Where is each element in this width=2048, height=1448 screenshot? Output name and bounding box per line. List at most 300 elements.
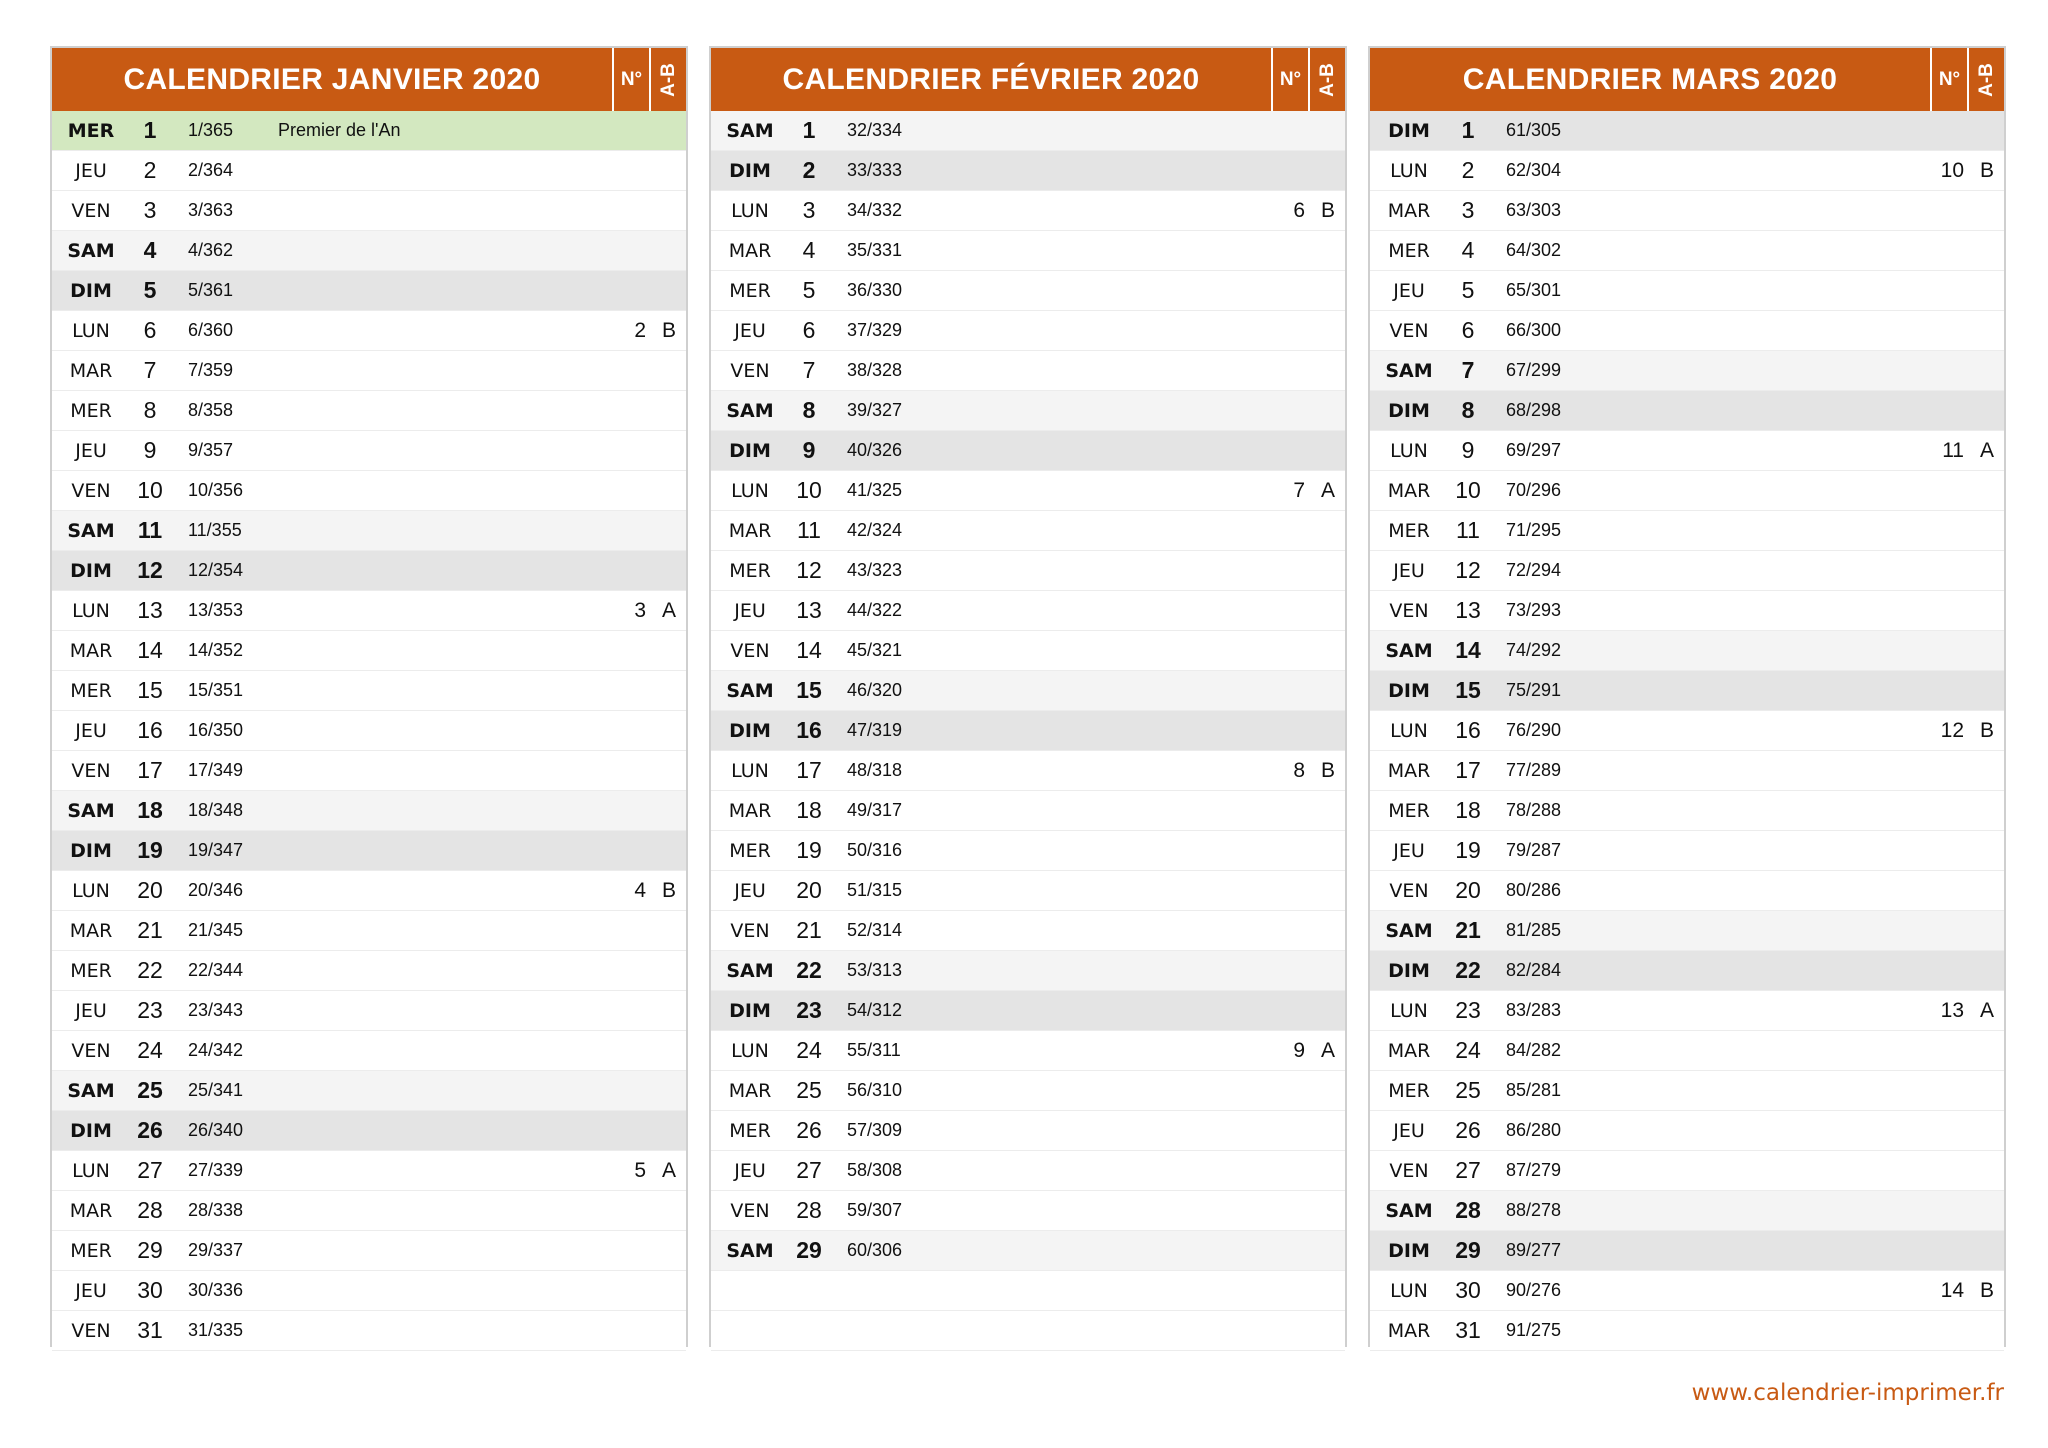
day-of-week: LUN xyxy=(1390,999,1428,1022)
day-of-week: LUN xyxy=(731,759,769,782)
week-number: 3 xyxy=(634,598,646,622)
day-row xyxy=(1370,751,2004,791)
day-row xyxy=(52,591,686,631)
day-number: 7 xyxy=(802,357,816,383)
day-of-year: 28/338 xyxy=(188,1200,244,1220)
day-of-week: VEN xyxy=(730,1199,770,1222)
day-of-year: 77/289 xyxy=(1506,760,1562,780)
day-number: 18 xyxy=(1455,797,1481,823)
day-row xyxy=(711,231,1345,271)
day-number: 20 xyxy=(137,877,163,903)
day-number: 2 xyxy=(1461,157,1475,183)
day-row xyxy=(52,1271,686,1311)
week-number: 8 xyxy=(1293,758,1305,782)
day-row xyxy=(52,791,686,831)
day-number: 3 xyxy=(1461,197,1475,223)
day-row xyxy=(1370,591,2004,631)
day-of-week: SAM xyxy=(1385,639,1433,662)
day-row xyxy=(52,1231,686,1271)
day-number: 30 xyxy=(137,1277,163,1303)
day-of-year: 12/354 xyxy=(188,560,244,580)
day-row xyxy=(711,1151,1345,1191)
day-row xyxy=(711,1231,1345,1271)
day-of-week: DIM xyxy=(729,719,771,742)
week-ab: B xyxy=(1979,1278,1994,1302)
day-number: 19 xyxy=(1455,837,1481,863)
day-of-week: MER xyxy=(729,279,771,302)
day-number: 8 xyxy=(1461,397,1475,423)
day-of-year: 57/309 xyxy=(847,1120,903,1140)
day-of-week: MAR xyxy=(728,519,772,542)
day-number: 22 xyxy=(137,957,163,983)
day-row xyxy=(52,751,686,791)
week-ab-header-label: A-B xyxy=(1975,62,1997,97)
day-of-week: DIM xyxy=(729,439,771,462)
day-row xyxy=(1370,551,2004,591)
day-row xyxy=(1370,271,2004,311)
day-number: 25 xyxy=(1455,1077,1481,1103)
day-number: 2 xyxy=(802,157,816,183)
day-of-week: MER xyxy=(1388,519,1430,542)
day-of-week: LUN xyxy=(731,479,769,502)
day-row xyxy=(52,911,686,951)
day-number: 29 xyxy=(137,1237,163,1263)
day-of-week: DIM xyxy=(70,279,112,302)
week-ab-header xyxy=(649,48,686,111)
day-of-week: MER xyxy=(70,679,112,702)
day-of-year: 9/357 xyxy=(188,440,234,460)
day-row xyxy=(1370,511,2004,551)
day-of-week: DIM xyxy=(1388,1239,1430,1262)
day-of-year: 71/295 xyxy=(1506,520,1562,540)
day-of-week: JEU xyxy=(1393,279,1425,302)
day-row xyxy=(1370,111,2004,151)
day-number: 15 xyxy=(796,677,822,703)
day-of-week: MAR xyxy=(728,1079,772,1102)
day-of-year: 24/342 xyxy=(188,1040,244,1060)
day-row xyxy=(1370,311,2004,351)
day-number: 22 xyxy=(1455,957,1481,983)
day-of-week: SAM xyxy=(726,679,774,702)
day-of-week: JEU xyxy=(1393,559,1425,582)
week-ab: B xyxy=(1320,758,1335,782)
day-number: 31 xyxy=(137,1317,163,1343)
day-of-year: 85/281 xyxy=(1506,1080,1562,1100)
day-number: 23 xyxy=(1455,997,1481,1023)
day-of-year: 39/327 xyxy=(847,400,903,420)
day-of-year: 51/315 xyxy=(847,880,903,900)
day-row xyxy=(52,1111,686,1151)
week-number-header: N° xyxy=(1930,48,1967,111)
day-row xyxy=(52,711,686,751)
day-of-week: MER xyxy=(1388,1079,1430,1102)
day-of-year: 76/290 xyxy=(1506,720,1562,740)
day-of-year: 66/300 xyxy=(1506,320,1562,340)
day-number: 19 xyxy=(796,837,822,863)
day-row xyxy=(52,1071,686,1111)
day-row xyxy=(1370,1111,2004,1151)
day-number: 12 xyxy=(796,557,822,583)
day-of-year: 4/362 xyxy=(188,240,234,260)
day-number: 20 xyxy=(1455,877,1481,903)
week-ab: A xyxy=(1979,438,1994,462)
day-number: 8 xyxy=(802,397,816,423)
day-row xyxy=(711,791,1345,831)
day-rows xyxy=(52,111,686,1351)
day-of-week: JEU xyxy=(734,879,766,902)
day-number: 23 xyxy=(137,997,163,1023)
day-of-year: 37/329 xyxy=(847,320,903,340)
day-of-year: 23/343 xyxy=(188,1000,244,1020)
day-number: 15 xyxy=(137,677,163,703)
day-of-year: 10/356 xyxy=(188,480,244,500)
day-row xyxy=(711,511,1345,551)
day-of-year: 70/296 xyxy=(1506,480,1562,500)
day-of-week: DIM xyxy=(70,839,112,862)
day-number: 17 xyxy=(1455,757,1481,783)
day-of-week: MER xyxy=(729,559,771,582)
day-of-year: 33/333 xyxy=(847,160,903,180)
day-of-week: SAM xyxy=(67,1079,115,1102)
week-ab: A xyxy=(661,598,676,622)
day-of-week: MER xyxy=(729,839,771,862)
day-row xyxy=(1370,1151,2004,1191)
day-number: 19 xyxy=(137,837,163,863)
day-number: 11 xyxy=(137,517,163,543)
day-of-year: 69/297 xyxy=(1506,440,1562,460)
day-of-week: MAR xyxy=(728,239,772,262)
day-of-week: DIM xyxy=(70,559,112,582)
day-of-week: LUN xyxy=(1390,1279,1428,1302)
day-row xyxy=(52,351,686,391)
day-of-year: 42/324 xyxy=(847,520,903,540)
day-of-week: LUN xyxy=(731,1039,769,1062)
day-of-year: 91/275 xyxy=(1506,1320,1562,1340)
day-number: 28 xyxy=(796,1197,822,1223)
day-row xyxy=(1370,151,2004,191)
day-of-year: 20/346 xyxy=(188,880,244,900)
day-number: 9 xyxy=(143,437,157,463)
day-row xyxy=(52,1031,686,1071)
day-row xyxy=(1370,951,2004,991)
day-of-week: VEN xyxy=(1389,599,1429,622)
day-of-year: 26/340 xyxy=(188,1120,244,1140)
week-ab: A xyxy=(661,1158,676,1182)
day-of-year: 5/361 xyxy=(188,280,234,300)
day-row xyxy=(52,671,686,711)
week-number: 5 xyxy=(634,1158,646,1182)
day-row xyxy=(711,1071,1345,1111)
day-of-year: 61/305 xyxy=(1506,120,1562,140)
week-number: 2 xyxy=(634,318,646,342)
week-ab: A xyxy=(1320,1038,1335,1062)
day-of-year: 75/291 xyxy=(1506,680,1562,700)
day-number: 24 xyxy=(137,1037,163,1063)
day-number: 2 xyxy=(143,157,157,183)
day-number: 13 xyxy=(137,597,163,623)
day-number: 27 xyxy=(796,1157,822,1183)
day-of-week: JEU xyxy=(75,159,107,182)
day-row xyxy=(1370,911,2004,951)
day-of-year: 16/350 xyxy=(188,720,244,740)
month-panel-february xyxy=(709,46,1347,1347)
day-number: 4 xyxy=(1461,237,1475,263)
day-number: 16 xyxy=(1455,717,1481,743)
day-of-year: 7/359 xyxy=(188,360,234,380)
day-row xyxy=(711,191,1345,231)
footer-website-link[interactable]: www.calendrier-imprimer.fr xyxy=(1691,1380,2004,1406)
day-of-week: SAM xyxy=(726,399,774,422)
week-ab-header-label: A-B xyxy=(657,62,679,97)
day-number: 6 xyxy=(802,317,816,343)
day-number: 29 xyxy=(796,1237,822,1263)
month-title: CALENDRIER MARS 2020 xyxy=(1462,62,1838,96)
day-of-year: 47/319 xyxy=(847,720,903,740)
day-of-year: 73/293 xyxy=(1506,600,1562,620)
day-row xyxy=(52,871,686,911)
day-of-week: VEN xyxy=(71,759,111,782)
day-of-week: MAR xyxy=(1387,759,1431,782)
day-number: 13 xyxy=(796,597,822,623)
day-of-week: MAR xyxy=(69,639,113,662)
day-row xyxy=(711,391,1345,431)
day-number: 1 xyxy=(143,117,157,143)
day-of-week: VEN xyxy=(730,919,770,942)
day-of-year: 21/345 xyxy=(188,920,244,940)
month-header xyxy=(1370,48,2004,111)
day-of-week: DIM xyxy=(729,159,771,182)
day-of-week: JEU xyxy=(75,999,107,1022)
day-of-year: 68/298 xyxy=(1506,400,1562,420)
day-row xyxy=(711,111,1345,151)
day-of-week: MAR xyxy=(1387,1039,1431,1062)
day-row xyxy=(711,1031,1345,1071)
day-of-week: JEU xyxy=(75,719,107,742)
day-of-year: 17/349 xyxy=(188,760,244,780)
day-number: 4 xyxy=(143,237,157,263)
day-of-year: 80/286 xyxy=(1506,880,1562,900)
day-number: 25 xyxy=(796,1077,822,1103)
day-number: 12 xyxy=(1455,557,1481,583)
day-number: 24 xyxy=(796,1037,822,1063)
day-number: 30 xyxy=(1455,1277,1481,1303)
day-number: 27 xyxy=(1455,1157,1481,1183)
day-row xyxy=(52,951,686,991)
day-of-week: MAR xyxy=(1387,1319,1431,1342)
day-row xyxy=(711,351,1345,391)
day-of-week: MER xyxy=(1388,799,1430,822)
day-number: 29 xyxy=(1455,1237,1481,1263)
day-number: 4 xyxy=(802,237,816,263)
day-row xyxy=(711,991,1345,1031)
month-panel-march xyxy=(1368,46,2006,1347)
day-number: 5 xyxy=(143,277,157,303)
day-number: 1 xyxy=(1461,117,1475,143)
day-row xyxy=(1370,431,2004,471)
day-row xyxy=(1370,191,2004,231)
day-of-week: SAM xyxy=(1385,919,1433,942)
day-number: 31 xyxy=(1455,1317,1481,1343)
day-of-year: 62/304 xyxy=(1506,160,1562,180)
week-number: 14 xyxy=(1940,1278,1964,1302)
day-of-week: MER xyxy=(67,119,115,142)
day-row xyxy=(52,1311,686,1351)
day-number: 9 xyxy=(1461,437,1475,463)
week-ab: B xyxy=(1320,198,1335,222)
day-of-year: 59/307 xyxy=(847,1200,903,1220)
day-of-week: SAM xyxy=(67,799,115,822)
day-row xyxy=(711,631,1345,671)
day-of-week: JEU xyxy=(1393,839,1425,862)
day-number: 17 xyxy=(796,757,822,783)
week-ab: B xyxy=(661,318,676,342)
day-row xyxy=(1370,791,2004,831)
day-of-week: MAR xyxy=(69,919,113,942)
day-of-week: VEN xyxy=(730,359,770,382)
week-number: 10 xyxy=(1940,158,1964,182)
day-number: 22 xyxy=(796,957,822,983)
day-of-year: 1/365 xyxy=(188,120,234,140)
day-of-year: 31/335 xyxy=(188,1320,244,1340)
week-number: 6 xyxy=(1293,198,1305,222)
week-number: 7 xyxy=(1293,478,1305,502)
day-number: 7 xyxy=(1461,357,1475,383)
day-number: 12 xyxy=(137,557,163,583)
day-of-year: 58/308 xyxy=(847,1160,903,1180)
day-of-week: JEU xyxy=(734,1159,766,1182)
day-row xyxy=(711,311,1345,351)
day-number: 5 xyxy=(1461,277,1475,303)
day-of-year: 74/292 xyxy=(1506,640,1562,660)
day-row xyxy=(711,671,1345,711)
day-of-year: 82/284 xyxy=(1506,960,1562,980)
day-of-week: VEN xyxy=(730,639,770,662)
day-row xyxy=(52,391,686,431)
day-of-year: 8/358 xyxy=(188,400,234,420)
day-number: 10 xyxy=(137,477,163,503)
week-ab: A xyxy=(1979,998,1994,1022)
day-of-week: VEN xyxy=(1389,879,1429,902)
day-of-year: 53/313 xyxy=(847,960,903,980)
day-number: 21 xyxy=(1455,917,1481,943)
day-of-week: VEN xyxy=(71,1039,111,1062)
day-row xyxy=(711,831,1345,871)
day-of-week: DIM xyxy=(1388,399,1430,422)
day-row xyxy=(52,631,686,671)
day-of-year: 67/299 xyxy=(1506,360,1562,380)
day-number: 9 xyxy=(802,437,816,463)
day-of-week: SAM xyxy=(67,519,115,542)
week-number: 12 xyxy=(1940,718,1964,742)
day-of-year: 86/280 xyxy=(1506,1120,1562,1140)
day-row xyxy=(711,751,1345,791)
day-of-year: 60/306 xyxy=(847,1240,903,1260)
day-of-week: MER xyxy=(70,399,112,422)
day-number: 6 xyxy=(143,317,157,343)
week-ab-header xyxy=(1308,48,1345,111)
day-row xyxy=(52,551,686,591)
day-row xyxy=(711,471,1345,511)
day-of-week: DIM xyxy=(1388,119,1430,142)
day-of-year: 52/314 xyxy=(847,920,903,940)
week-ab: B xyxy=(1979,158,1994,182)
day-row xyxy=(711,1111,1345,1151)
day-of-year: 81/285 xyxy=(1506,920,1562,940)
day-number: 3 xyxy=(143,197,157,223)
day-of-week: JEU xyxy=(75,439,107,462)
day-row xyxy=(1370,1231,2004,1271)
day-row xyxy=(711,711,1345,751)
day-of-week: LUN xyxy=(1390,439,1428,462)
day-number: 16 xyxy=(796,717,822,743)
day-of-year: 65/301 xyxy=(1506,280,1562,300)
day-of-week: LUN xyxy=(72,1159,110,1182)
day-row xyxy=(1370,711,2004,751)
week-ab-header xyxy=(1967,48,2004,111)
day-number: 17 xyxy=(137,757,163,783)
day-of-week: LUN xyxy=(72,599,110,622)
day-row xyxy=(52,1191,686,1231)
day-row xyxy=(711,1191,1345,1231)
day-number: 14 xyxy=(796,637,822,663)
day-of-week: VEN xyxy=(71,1319,111,1342)
day-of-year: 6/360 xyxy=(188,320,234,340)
day-of-year: 54/312 xyxy=(847,1000,903,1020)
day-row xyxy=(711,1271,1345,1311)
day-of-week: SAM xyxy=(726,959,774,982)
day-of-year: 43/323 xyxy=(847,560,903,580)
day-of-week: SAM xyxy=(1385,1199,1433,1222)
day-row xyxy=(711,951,1345,991)
holiday-name: Premier de l'An xyxy=(278,120,401,140)
day-number: 6 xyxy=(1461,317,1475,343)
day-of-week: MAR xyxy=(1387,479,1431,502)
month-header xyxy=(52,48,686,111)
day-number: 28 xyxy=(1455,1197,1481,1223)
day-row xyxy=(711,871,1345,911)
day-row xyxy=(52,1151,686,1191)
day-row xyxy=(711,911,1345,951)
day-of-year: 49/317 xyxy=(847,800,903,820)
day-row xyxy=(1370,991,2004,1031)
day-number: 25 xyxy=(137,1077,163,1103)
day-of-year: 84/282 xyxy=(1506,1040,1562,1060)
day-of-year: 25/341 xyxy=(188,1080,244,1100)
day-of-year: 19/347 xyxy=(188,840,244,860)
day-number: 11 xyxy=(1456,517,1480,543)
day-row xyxy=(1370,231,2004,271)
day-of-week: LUN xyxy=(1390,719,1428,742)
day-of-year: 87/279 xyxy=(1506,1160,1562,1180)
day-of-week: DIM xyxy=(1388,679,1430,702)
day-of-year: 34/332 xyxy=(847,200,903,220)
day-number: 26 xyxy=(137,1117,163,1143)
day-of-week: JEU xyxy=(1393,1119,1425,1142)
day-of-year: 46/320 xyxy=(847,680,903,700)
day-of-year: 22/344 xyxy=(188,960,244,980)
day-of-year: 63/303 xyxy=(1506,200,1562,220)
day-number: 3 xyxy=(802,197,816,223)
day-of-year: 45/321 xyxy=(847,640,903,660)
day-of-year: 56/310 xyxy=(847,1080,903,1100)
day-number: 10 xyxy=(1455,477,1481,503)
day-of-year: 27/339 xyxy=(188,1160,244,1180)
day-of-week: VEN xyxy=(1389,1159,1429,1182)
day-row xyxy=(52,111,686,151)
day-number: 24 xyxy=(1455,1037,1481,1063)
week-number: 13 xyxy=(1940,998,1964,1022)
day-row xyxy=(52,991,686,1031)
